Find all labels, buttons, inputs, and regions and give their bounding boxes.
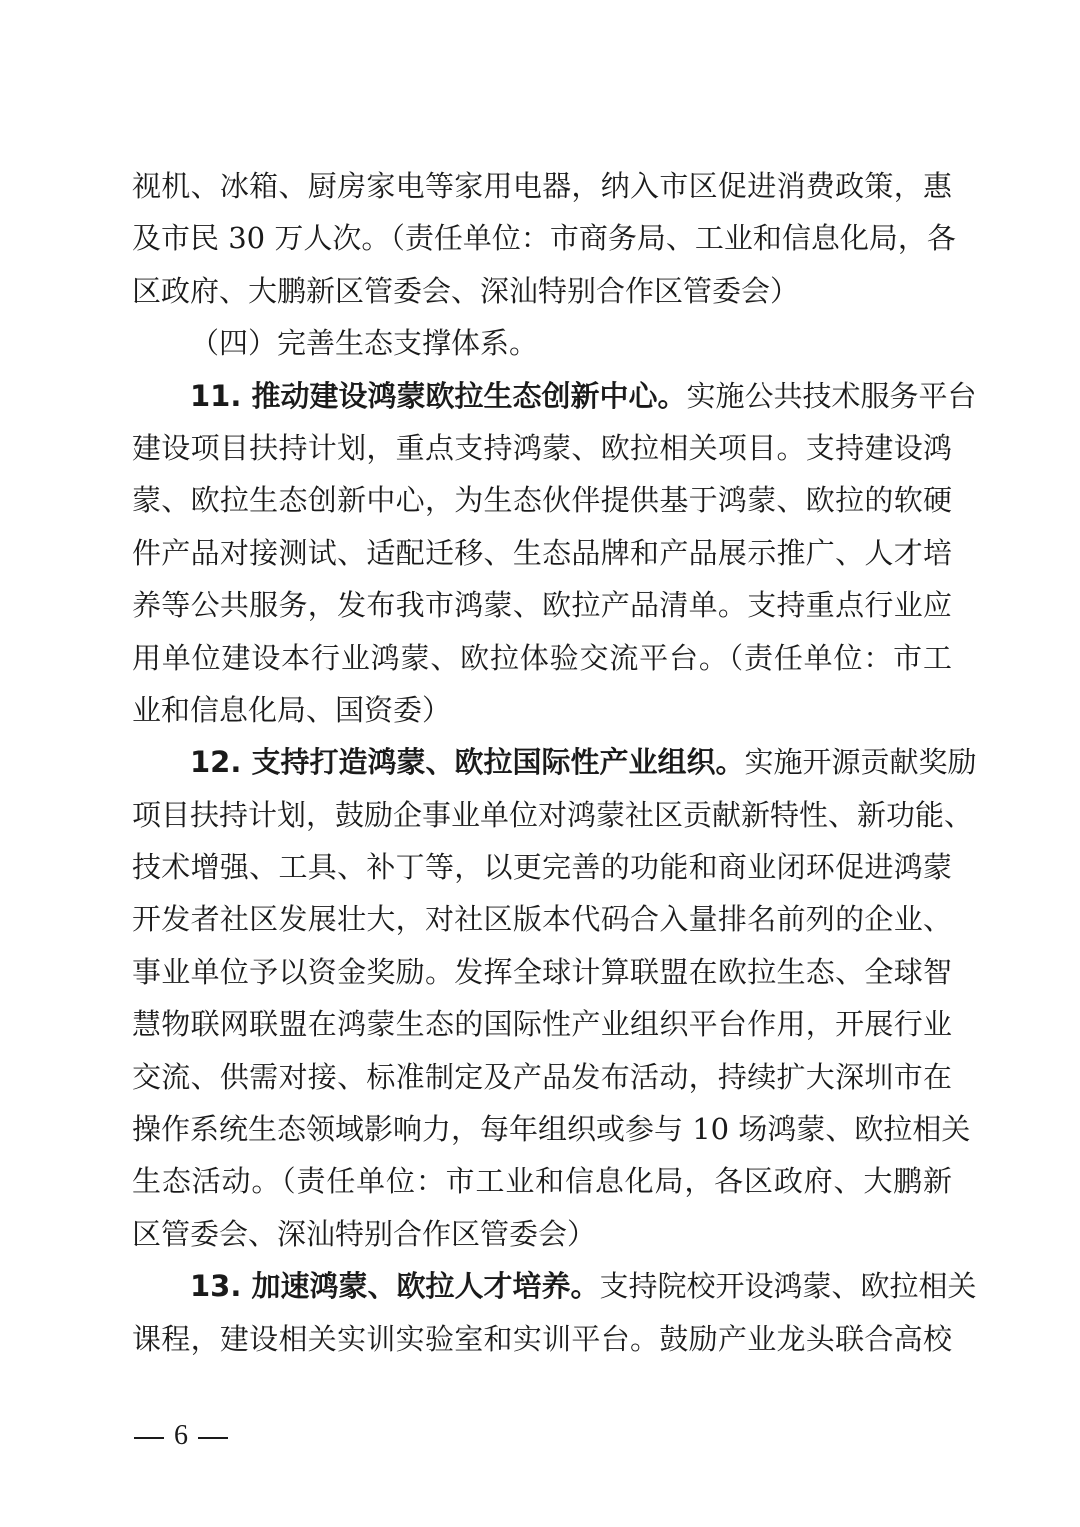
dash-right bbox=[198, 1437, 228, 1439]
section-heading: （四）完善生态支撑体系。 bbox=[190, 326, 539, 361]
text-line: 操作系统生态领域影响力，每年组织或参与 10 场鸿蒙、欧拉相关 bbox=[132, 1112, 971, 1147]
text-line: 养等公共服务，发布我市鸿蒙、欧拉产品清单。支持重点行业应 bbox=[132, 588, 952, 623]
text-line: 生态活动。（责任单位：市工业和信息化局，各区政府、大鹏新 bbox=[132, 1164, 952, 1199]
text-line: 建设项目扶持计划，重点支持鸿蒙、欧拉相关项目。支持建设鸿 bbox=[132, 430, 952, 465]
text-line: 开发者社区发展壮大，对社区版本代码合入量排名前列的企业、 bbox=[132, 902, 952, 937]
text-line: 蒙、欧拉生态创新中心，为生态伙伴提供基于鸿蒙、欧拉的软硬 bbox=[132, 483, 952, 518]
text-line: 技术增强、工具、补丁等，以更完善的功能和商业闭环促进鸿蒙 bbox=[132, 850, 952, 885]
text-line: 项目扶持计划，鼓励企事业单位对鸿蒙社区贡献新特性、新功能、 bbox=[132, 797, 974, 832]
text-line: 用单位建设本行业鸿蒙、欧拉体验交流平台。（责任单位：市工 bbox=[132, 640, 952, 675]
dash-left bbox=[134, 1437, 164, 1439]
page-footer bbox=[134, 1420, 228, 1452]
text-line: 区政府、大鹏新区管委会、深汕特别合作区管委会） bbox=[132, 273, 800, 308]
item-text: 实施开源贡献奖励 bbox=[744, 745, 977, 780]
item-heading-line bbox=[132, 736, 977, 788]
item-text: 支持院校开设鸿蒙、欧拉相关 bbox=[599, 1269, 977, 1304]
text-line: 慧物联网联盟在鸿蒙生态的国际性产业组织平台作用，开展行业 bbox=[132, 1007, 952, 1042]
item-text: 实施公共技术服务平台 bbox=[686, 378, 977, 413]
item-title: 11. 推动建设鸿蒙欧拉生态创新中心。 bbox=[190, 378, 687, 413]
text-line: 件产品对接测试、适配迁移、生态品牌和产品展示推广、人才培 bbox=[132, 535, 952, 570]
text-line: 业和信息化局、国资委） bbox=[132, 692, 452, 727]
page-number: 6 bbox=[174, 1420, 188, 1451]
text-line: 区管委会、深汕特别合作区管委会） bbox=[132, 1216, 597, 1251]
text-line: 交流、供需对接、标准制定及产品发布活动，持续扩大深圳市在 bbox=[132, 1059, 952, 1094]
document-body bbox=[132, 160, 977, 1365]
item-heading-line bbox=[132, 370, 977, 422]
item-title: 12. 支持打造鸿蒙、欧拉国际性产业组织。 bbox=[190, 745, 745, 780]
item-heading-line bbox=[132, 1260, 977, 1312]
text-line: 事业单位予以资金奖励。发挥全球计算联盟在欧拉生态、全球智 bbox=[132, 954, 952, 989]
text-line: 课程，建设相关实训实验室和实训平台。鼓励产业龙头联合高校 bbox=[132, 1321, 952, 1356]
text-line: 视机、冰箱、厨房家电等家用电器，纳入市区促进消费政策，惠 bbox=[132, 169, 952, 203]
text-line: 及市民 30 万人次。（责任单位：市商务局、工业和信息化局，各 bbox=[132, 221, 956, 256]
item-title: 13. 加速鸿蒙、欧拉人才培养。 bbox=[190, 1269, 600, 1304]
